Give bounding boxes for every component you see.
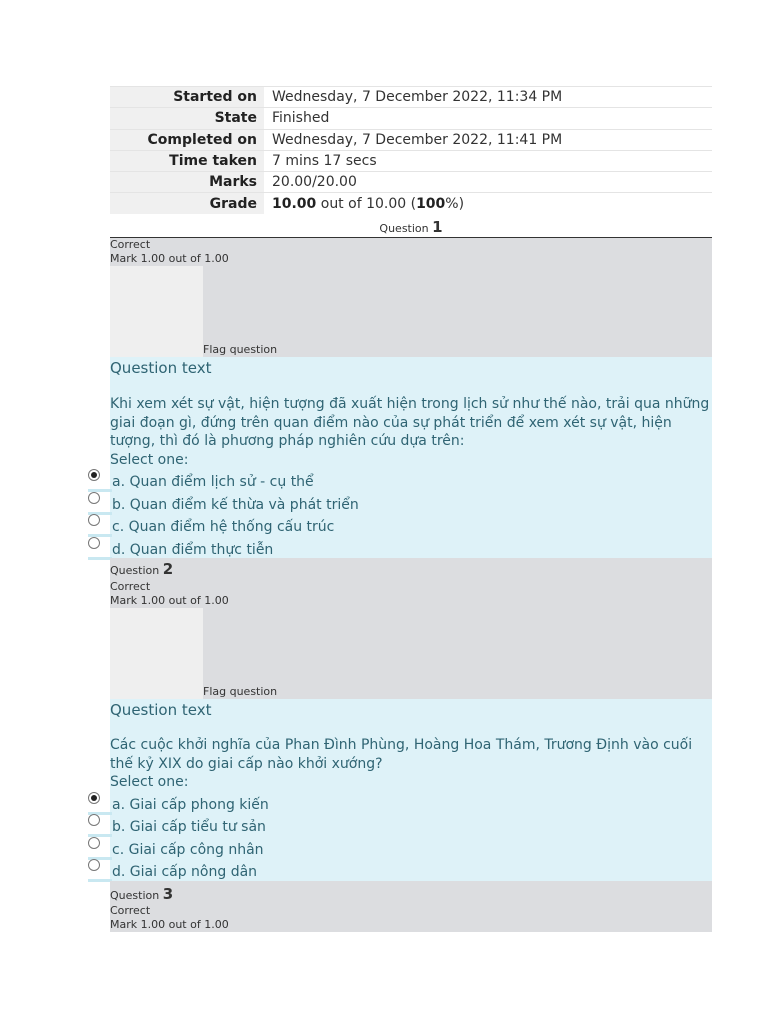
answer-label: d. Quan điểm thực tiễn [112, 542, 274, 558]
question-1-state: Correct [110, 238, 151, 251]
grade-mid: out of 10.00 ( [316, 195, 417, 212]
radio-icon[interactable] [88, 492, 100, 504]
question-1-number: 1 [432, 218, 443, 236]
radio-icon[interactable] [88, 814, 100, 826]
question-1-answer-d[interactable] [88, 541, 273, 559]
radio-selected-icon[interactable] [88, 469, 100, 481]
question-3-state: Correct [110, 904, 151, 917]
answer-label: c. Quan điểm hệ thống cấu trúc [112, 519, 335, 535]
question-1-answer-b[interactable] [88, 496, 359, 514]
marks-label: Marks [110, 172, 264, 193]
question-1-answer-a[interactable] [88, 473, 314, 491]
time-value: 7 mins 17 secs [264, 150, 712, 171]
question-2-heading [110, 560, 173, 578]
question-1-content [110, 357, 712, 558]
question-2-select-label: Select one: [110, 774, 189, 790]
question-3-mark: Mark 1.00 out of 1.00 [110, 918, 229, 931]
question-1-label: Question [379, 222, 433, 235]
question-1-text-label: Question text [110, 359, 212, 377]
question-1-flag-link[interactable]: Flag question [203, 343, 278, 356]
grade-percent: 100 [416, 195, 446, 212]
question-2-answer-d[interactable] [88, 863, 257, 881]
answer-label: d. Giai cấp nông dân [112, 864, 258, 880]
completed-label: Completed on [110, 129, 264, 150]
question-2-answer-a[interactable] [88, 796, 269, 814]
question-2-flag-link[interactable]: Flag question [203, 685, 278, 698]
time-label: Time taken [110, 150, 264, 171]
question-1-answer-c[interactable] [88, 518, 334, 536]
summary-row-grade [110, 193, 712, 214]
completed-value: Wednesday, 7 December 2022, 11:41 PM [264, 129, 712, 150]
question-3-info [110, 881, 712, 932]
question-3-heading [110, 885, 173, 903]
marks-value: 20.00/20.00 [264, 172, 712, 193]
question-2-text-label: Question text [110, 701, 212, 719]
question-2-info [110, 558, 712, 699]
question-1-heading [110, 218, 712, 236]
radio-icon[interactable] [88, 859, 100, 871]
answer-label: c. Giai cấp công nhân [112, 842, 264, 858]
grade-label: Grade [110, 193, 264, 214]
question-2-content [110, 699, 712, 881]
radio-icon[interactable] [88, 537, 100, 549]
question-3-label: Question [110, 889, 163, 902]
question-2-label: Question [110, 564, 163, 577]
grade-score: 10.00 [272, 195, 317, 212]
started-value: Wednesday, 7 December 2022, 11:34 PM [264, 87, 712, 108]
question-2-text: Các cuộc khởi nghĩa của Phan Đình Phùng, Hoàng Hoa Thám, Trương Định vào cuối thế kỷ XIX do giai cấp nào khởi xướng? [110, 737, 693, 772]
question-2-answer-b[interactable] [88, 818, 266, 836]
question-2-state: Correct [110, 580, 151, 593]
question-2-number: 2 [162, 560, 174, 578]
state-value: Finished [264, 108, 712, 129]
radio-icon[interactable] [88, 837, 100, 849]
question-2-mark: Mark 1.00 out of 1.00 [110, 594, 229, 607]
flag-box [110, 608, 203, 699]
answer-label: b. Quan điểm kế thừa và phát triển [112, 497, 359, 513]
grade-value [264, 193, 712, 214]
summary-row-completed [110, 129, 712, 150]
question-1-info [110, 238, 712, 357]
summary-row-time [110, 150, 712, 171]
radio-selected-icon[interactable] [88, 792, 100, 804]
question-1-select-label: Select one: [110, 452, 189, 468]
question-1-text: Khi xem xét sự vật, hiện tượng đã xuất hiện trong lịch sử như thế nào, trải qua những giai đoạn gì, đứng trên quan điểm nào của sự phát triển để xem xét sự vật, hiện tượng, thì đó là phương pháp nghiên cứu dựa trên: [110, 396, 710, 449]
summary-row-started [110, 87, 712, 108]
answer-underline [88, 557, 112, 560]
answer-label: a. Quan điểm lịch sử - cụ thể [112, 474, 314, 490]
answer-label: a. Giai cấp phong kiến [112, 797, 269, 813]
question-2-answer-c[interactable] [88, 841, 264, 859]
grade-end: %) [445, 195, 465, 212]
started-label: Started on [110, 87, 264, 108]
summary-row-marks [110, 172, 712, 193]
state-label: State [110, 108, 264, 129]
answer-underline [88, 879, 112, 882]
attempt-summary-table [110, 86, 712, 214]
radio-icon[interactable] [88, 514, 100, 526]
question-1-mark: Mark 1.00 out of 1.00 [110, 252, 229, 265]
question-3-number: 3 [162, 885, 174, 903]
summary-row-state [110, 108, 712, 129]
flag-box [110, 266, 203, 357]
answer-label: b. Giai cấp tiểu tư sản [112, 819, 266, 835]
